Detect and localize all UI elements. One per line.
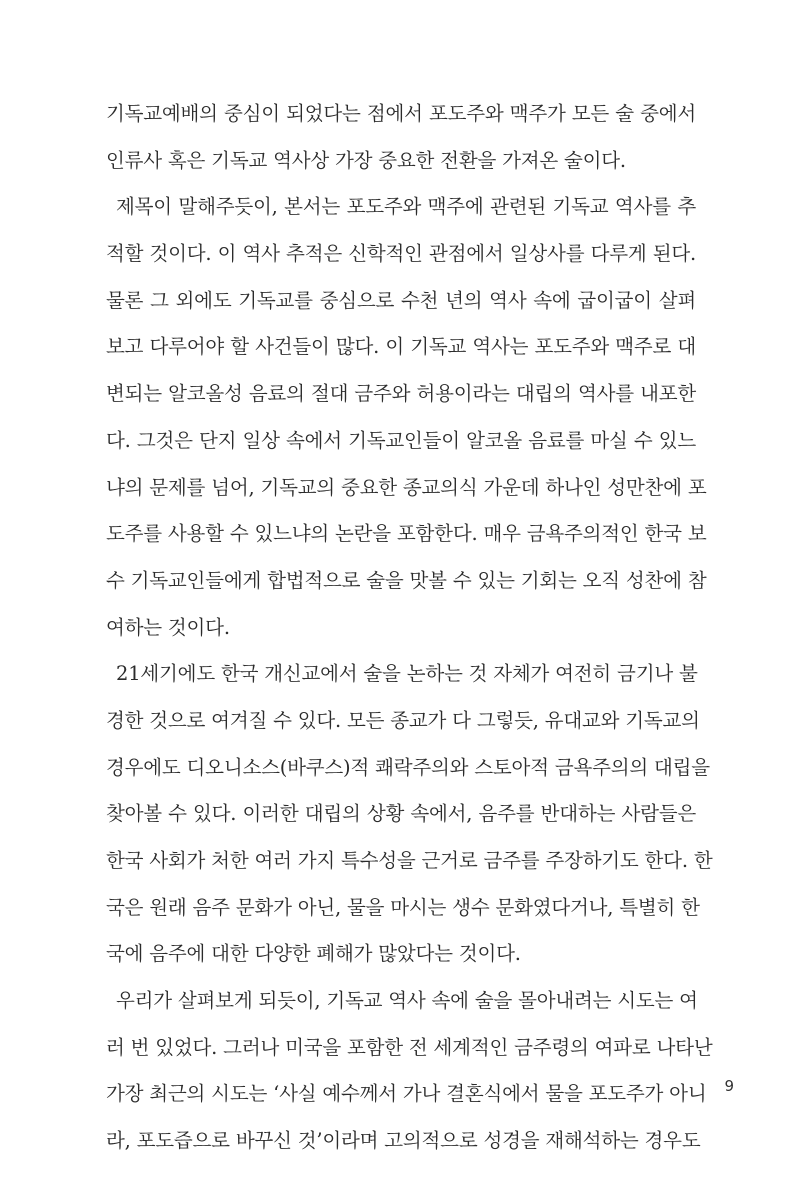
page-number: 9	[724, 1077, 734, 1095]
text-line: 찾아볼 수 있다. 이러한 대립의 상황 속에서, 음주를 반대하는 사람들은	[106, 802, 696, 826]
text-line: 물론 그 외에도 기독교를 중심으로 수천 년의 역사 속에 굽이굽이 살펴	[106, 288, 696, 312]
text-line: 도주를 사용할 수 있느냐의 논란을 포함한다. 매우 금욕주의적인 한국 보	[106, 522, 707, 546]
text-line: 경우에도 디오니소스(바쿠스)적 쾌락주의와 스토아적 금욕주의의 대립을	[106, 755, 710, 779]
text-line: 라, 포도즙으로 바꾸신 것’이라며 고의적으로 성경을 재해석하는 경우도	[106, 1129, 701, 1153]
text-line: 변되는 알코올성 음료의 절대 금주와 허용이라는 대립의 역사를 내포한	[106, 382, 696, 406]
text-line: 국에 음주에 대한 다양한 폐해가 많았다는 것이다.	[106, 942, 521, 966]
text-line: 다. 그것은 단지 일상 속에서 기독교인들이 알코올 음료를 마실 수 있느	[106, 428, 696, 452]
text-line: 우리가 살펴보게 되듯이, 기독교 역사 속에 술을 몰아내려는 시도는 여	[116, 989, 698, 1013]
text-line: 수 기독교인들에게 합법적으로 술을 맛볼 수 있는 기회는 오직 성찬에 참	[106, 568, 707, 592]
text-line: 적할 것이다. 이 역사 추적은 신학적인 관점에서 일상사를 다루게 된다.	[106, 242, 696, 266]
text-line: 냐의 문제를 넘어, 기독교의 중요한 종교의식 가운데 하나인 성만찬에 포	[106, 475, 707, 499]
text-line: 한국 사회가 처한 여러 가지 특수성을 근거로 금주를 주장하기도 한다. 한	[106, 849, 713, 872]
text-line: 21세기에도 한국 개신교에서 술을 논하는 것 자체가 여전히 금기나 불	[116, 662, 698, 686]
text-line: 경한 것으로 여겨질 수 있다. 모든 종교가 다 그렇듯, 유대교와 기독교의	[106, 708, 700, 732]
text-line: 러 번 있었다. 그러나 미국을 포함한 전 세계적인 금주령의 여파로 나타난	[106, 1035, 713, 1059]
text-line: 여하는 것이다.	[106, 615, 230, 639]
text-line: 가장 최근의 시도는 ‘사실 예수께서 가나 결혼식에서 물을 포도주가 아니	[106, 1082, 707, 1106]
text-line: 보고 다루어야 할 사건들이 많다. 이 기독교 역사는 포도주와 맥주로 대	[106, 335, 696, 359]
text-line: 국은 원래 음주 문화가 아닌, 물을 마시는 생수 문화였다거나, 특별히 한	[106, 895, 700, 919]
text-line: 제목이 말해주듯이, 본서는 포도주와 맥주에 관련된 기독교 역사를 추	[116, 195, 696, 219]
body-text	[106, 91, 713, 1165]
text-line: 인류사 혹은 기독교 역사상 가장 중요한 전환을 가져온 술이다.	[106, 148, 626, 172]
text-line: 기독교예배의 중심이 되었다는 점에서 포도주와 맥주가 모든 술 중에서	[106, 102, 696, 125]
